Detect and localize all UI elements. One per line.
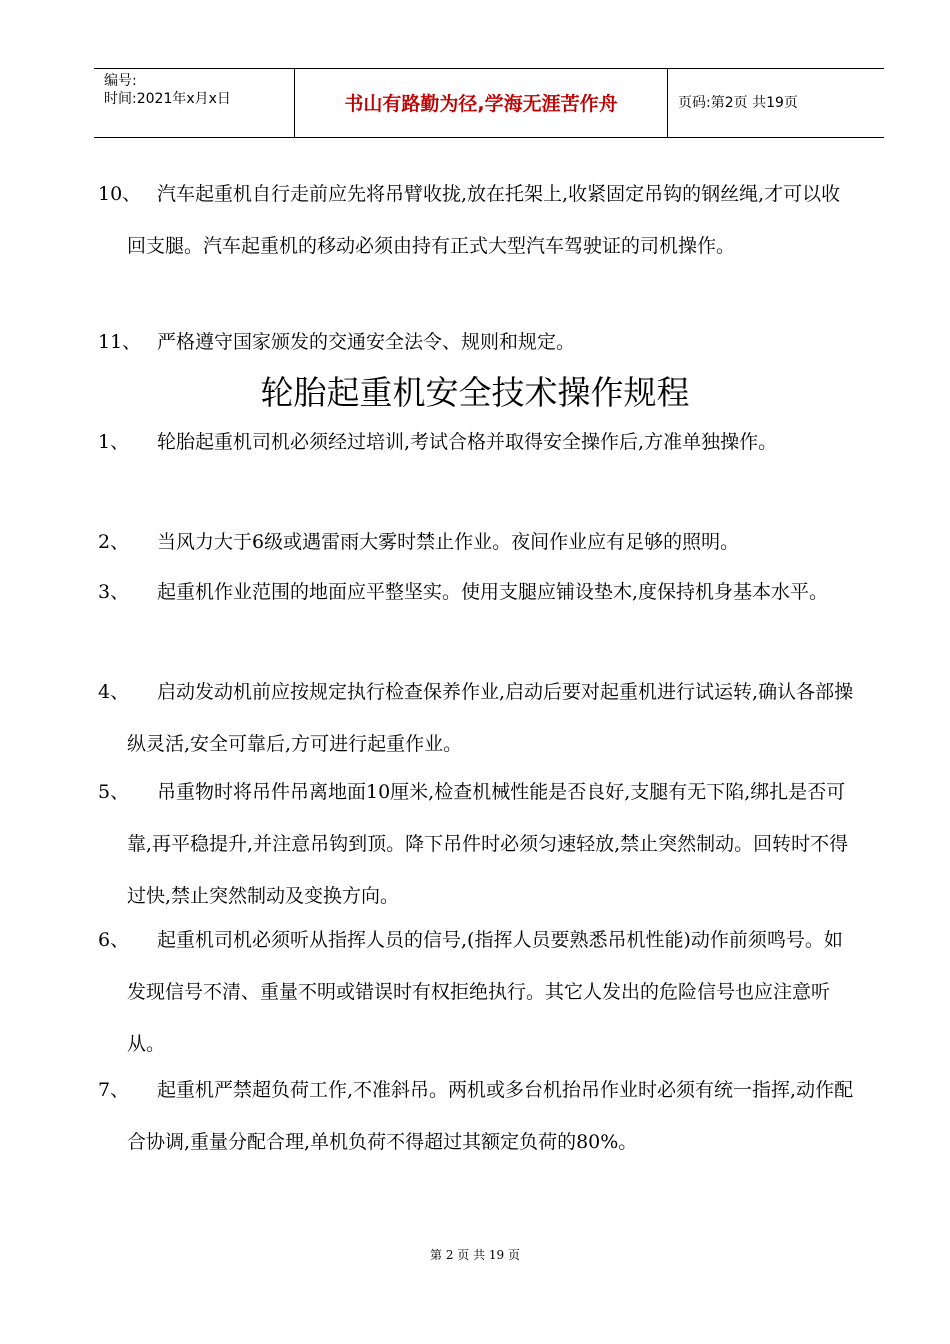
- item-text: 吊重物时将吊件吊离地面10厘米,检查机械性能是否良好,支腿有无下陷,绑扎是否可靠,再平稳提升,并注意吊钩到顶。降下吊件时必须匀速轻放,禁止突然制动。回转时不得过快,禁止突然制动及变换方向。: [127, 781, 849, 907]
- header-motto-cell: [295, 69, 668, 137]
- item-number: 5、: [98, 781, 130, 803]
- document-time-label: 时间:2021年x月x日: [104, 91, 231, 107]
- item-number: 6、: [98, 929, 130, 951]
- page-footer: 第 2 页 共 19 页: [430, 1248, 520, 1262]
- item-text: 起重机司机必须听从指挥人员的信号,(指挥人员要熟悉吊机性能)动作前须鸣号。如发现信号不清、重量不明或错误时有权拒绝执行。其它人发出的危险信号也应注意听从。: [127, 929, 843, 1055]
- header-page-info: 页码:第2页 共19页: [678, 95, 798, 111]
- list-item: [98, 766, 854, 922]
- list-item: [98, 566, 854, 618]
- item-number: 2、: [98, 531, 130, 553]
- item-number: 3、: [98, 581, 130, 603]
- item-number: 7、: [98, 1079, 130, 1101]
- list-item: [98, 316, 854, 368]
- item-text: 启动发动机前应按规定执行检查保养作业,启动后要对起重机进行试运转,确认各部操纵灵活,安全可靠后,方可进行起重作业。: [127, 681, 854, 755]
- item-text: 起重机严禁超负荷工作,不准斜吊。两机或多台机抬吊作业时必须有统一指挥,动作配合协调,重量分配合理,单机负荷不得超过其额定负荷的80%。: [127, 1079, 854, 1153]
- page-header: [94, 68, 884, 138]
- item-text: 起重机作业范围的地面应平整坚实。使用支腿应铺设垫木,度保持机身基本水平。: [157, 581, 829, 603]
- list-item: [98, 416, 854, 468]
- list-item: [98, 666, 854, 770]
- header-page-cell: [668, 69, 884, 137]
- list-item: [98, 516, 854, 568]
- item-number: 1、: [98, 431, 130, 453]
- item-text: 轮胎起重机司机必须经过培训,考试合格并取得安全操作后,方准单独操作。: [157, 431, 778, 453]
- document-number-label: 编号:: [104, 73, 137, 89]
- item-text: 严格遵守国家颁发的交通安全法令、规则和规定。: [157, 331, 576, 353]
- section-title: 轮胎起重机安全技术操作规程: [260, 373, 690, 412]
- item-text: 当风力大于6级或遇雷雨大雾时禁止作业。夜间作业应有足够的照明。: [157, 531, 740, 553]
- header-meta-cell: [94, 69, 295, 137]
- item-number: 4、: [98, 681, 130, 703]
- list-item: [98, 168, 854, 272]
- item-number: 10、: [98, 183, 142, 205]
- list-item: [98, 914, 854, 1070]
- item-text: 汽车起重机自行走前应先将吊臂收拢,放在托架上,收紧固定吊钩的钢丝绳,才可以收回支腿。汽车起重机的移动必须由持有正式大型汽车驾驶证的司机操作。: [127, 183, 841, 257]
- list-item: [98, 1064, 854, 1168]
- header-motto: 书山有路勤为径,学海无涯苦作舟: [344, 93, 618, 115]
- item-number: 11、: [98, 331, 142, 353]
